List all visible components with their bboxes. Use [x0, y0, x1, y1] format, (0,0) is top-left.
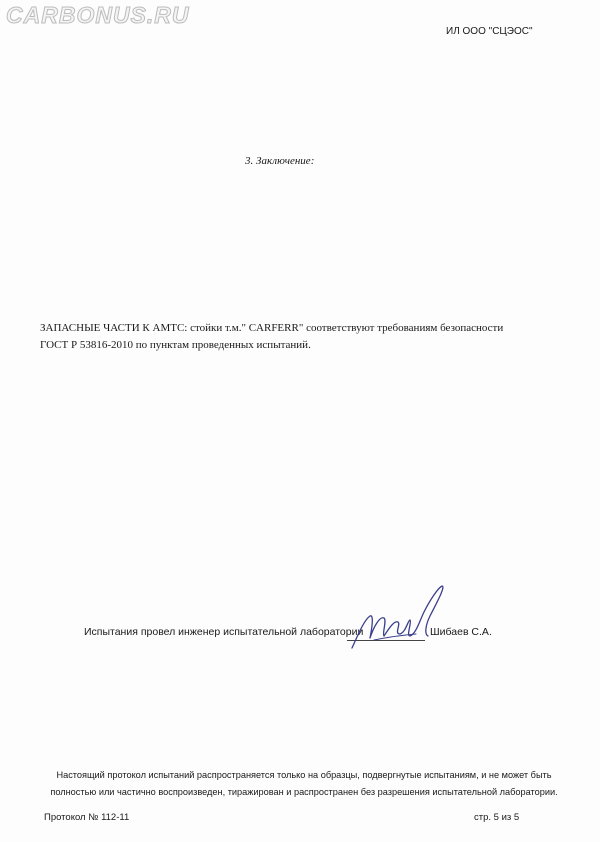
watermark-logo: CARBONUS.RU: [6, 2, 190, 28]
section-title: 3. Заключение:: [245, 155, 315, 167]
conclusion-line: ГОСТ Р 53816-2010 по пунктам проведенных испытаний.: [40, 339, 311, 351]
conclusion-text: [40, 320, 560, 354]
disclaimer-text: [44, 767, 564, 801]
disclaimer-line: Настоящий протокол испытаний распространяется только на образцы, подвергнутые испытаниям, и не может быть: [56, 770, 552, 780]
tester-name: Шибаев С.А.: [430, 626, 492, 638]
conclusion-line: ЗАПАСНЫЕ ЧАСТИ К АМТС: стойки т.м." CARFERR" соответствуют требованиям безопасности: [40, 322, 504, 334]
page-number: стр. 5 из 5: [474, 812, 520, 823]
tester-label: Испытания провел инженер испытательной лаборатории: [84, 626, 364, 638]
protocol-number: Протокол № 112-11: [44, 812, 130, 823]
signature-icon: [344, 580, 454, 655]
lab-header: ИЛ ООО "СЦЭОС": [446, 26, 533, 37]
disclaimer-line: полностью или частично воспроизведен, тиражирован и распространен без разрешения испытательной лаборатории.: [50, 787, 558, 797]
